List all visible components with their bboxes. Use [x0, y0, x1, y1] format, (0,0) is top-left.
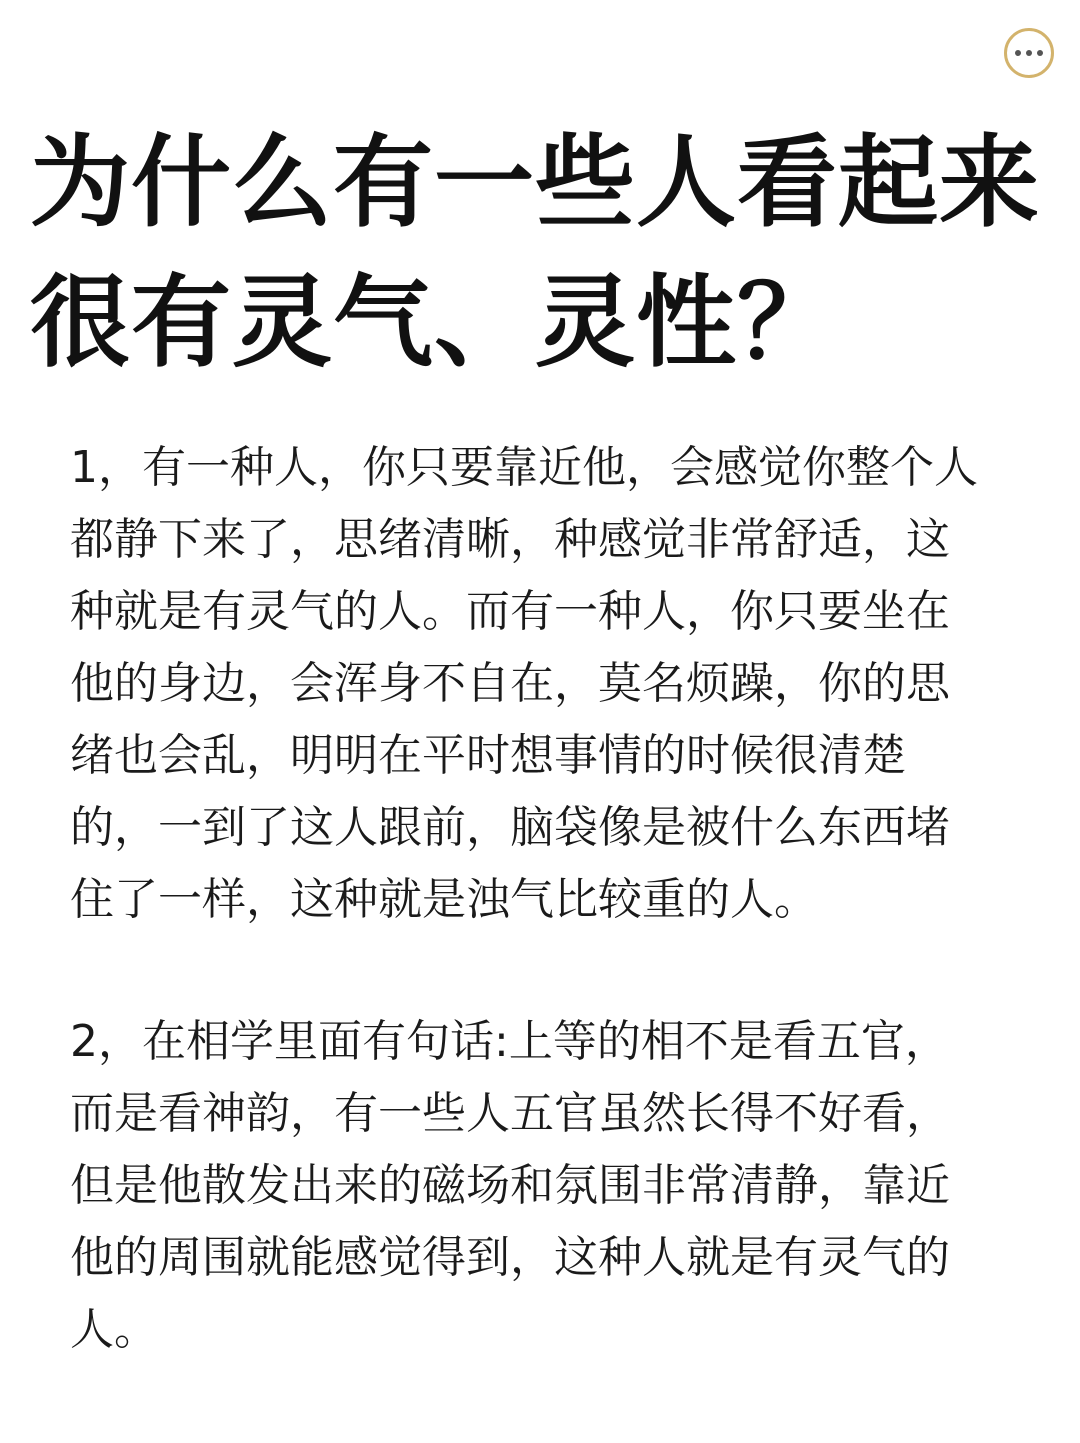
paragraph-1	[70, 432, 1020, 936]
more-dot-icon	[1037, 50, 1043, 56]
paragraph-line: 人。	[70, 1304, 158, 1355]
paragraph-line: 但是他散发出来的磁场和氛围非常清静，靠近	[70, 1160, 950, 1211]
paragraph-line: 绪也会乱，明明在平时想事情的时候很清楚	[70, 730, 906, 781]
paragraph-2	[70, 1006, 1020, 1366]
more-options-button[interactable]	[1004, 28, 1054, 78]
title-line: 很有灵气、灵性？	[30, 263, 838, 381]
paragraph-line: 种就是有灵气的人。而有一种人，你只要坐在	[70, 586, 950, 637]
article-body	[70, 432, 1020, 1366]
paragraph-line: 2，在相学里面有句话:上等的相不是看五官，	[70, 1016, 949, 1067]
more-dot-icon	[1026, 50, 1032, 56]
paragraph-line: 他的周围就能感觉得到，这种人就是有灵气的	[70, 1232, 950, 1283]
page-title	[30, 112, 1060, 392]
paragraph-line: 而是看神韵，有一些人五官虽然长得不好看，	[70, 1088, 950, 1139]
more-horizontal-icon	[1015, 50, 1021, 56]
paragraph-line: 都静下来了，思绪清晰，种感觉非常舒适，这	[70, 514, 950, 565]
paragraph-line: 他的身边，会浑身不自在，莫名烦躁，你的思	[70, 658, 950, 709]
paragraph-line: 的，一到了这人跟前，脑袋像是被什么东西堵	[70, 802, 950, 853]
title-line: 为什么有一些人看起来	[30, 123, 1040, 241]
paragraph-line: 住了一样，这种就是浊气比较重的人。	[70, 874, 818, 925]
paragraph-line: 1，有一种人，你只要靠近他，会感觉你整个人	[70, 442, 978, 493]
